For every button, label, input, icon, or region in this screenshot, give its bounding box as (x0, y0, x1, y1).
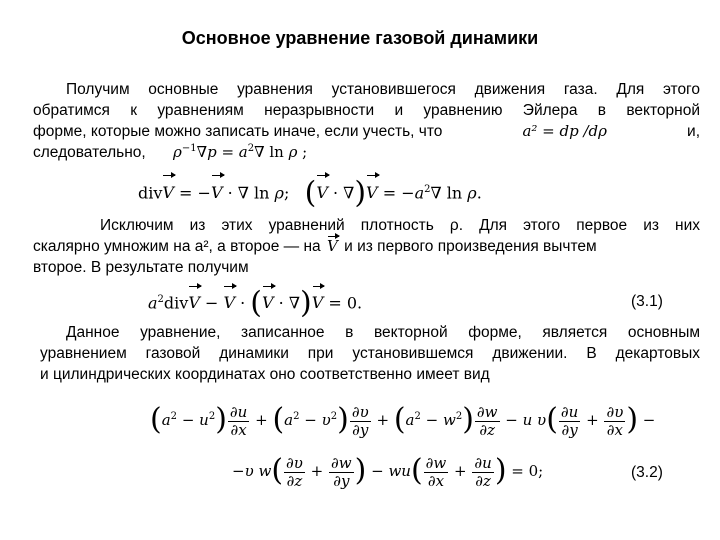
para1-line2: обратимся к уравнениям неразрывности и уравнению Эйлера в векторной (33, 102, 700, 119)
equation-3-2-label: (3.2) (631, 464, 663, 481)
equation-3-1-label: (3.1) (631, 293, 663, 310)
para2-line2: скалярно умножим на a², а второе — на V и из первого произведения вычтем (33, 237, 597, 255)
para1-line1: Получим основные уравнения установившегося движения газа. Для этого (66, 81, 700, 98)
para1-line4: следовательно, (33, 144, 146, 161)
para3-line3: и цилиндрических координатах оно соответственно имеет вид (40, 366, 490, 383)
page-title: Основное уравнение газовой динамики (181, 28, 539, 48)
para2-line2-start: скалярно умножим на a², а второе — на (33, 238, 321, 255)
pressure-gradient-formula: $\rho^{-1}\nabla p = a^2\nabla$ ln ρ ; (173, 143, 308, 161)
para1-line3 (33, 121, 700, 142)
para1-line3-text: форме, которые можно записать иначе, если учесть, что (33, 123, 443, 140)
para3-line2: уравнением газовой динамики при установившемся движении. В декартовых (40, 345, 700, 362)
sound-speed-formula: a² = dp /dρ (522, 122, 607, 140)
para3-line1: Данное уравнение, записанное в векторной форме, является основным (66, 324, 700, 341)
para2-line1: Исключим из этих уравнений плотность ρ. Для этого первое из них (100, 217, 700, 234)
equation-3-2-line2: −υ w( $\frac{\partial\upsilon}{\partial z}$ + $\frac{\partial w}{\partial y}$ ) − wu( $\frac{\partial w}{\partial x}$ + $\frac{\partial u}{\partial z}$ ) = 0; (232, 453, 544, 490)
para2-line2-end: и из первого произведения вычтем (344, 238, 597, 255)
equation-3-2-line1: $(a^2 - u^2)$ $\frac{\partial u}{\partial x}$ + $(a^2 - \upsilon^2)$ $\frac{\partial\upsilon}{\partial y}$ + $(a^2 - w^2)$ $\frac{\partial w}{\partial z}$ − u υ( $\frac{\partial u}{\partial y}$ + $\frac{\partial\upsilon}{\partial x}$ ) − (150, 402, 656, 439)
continuity-euler-equations: divV = −V · ∇ ln ρ; $(V \cdot \nabla)V = -a^2\nabla$ ln ρ. (138, 175, 482, 211)
para1-line3-end: и, (687, 123, 700, 140)
para2-line3: второе. В результате получим (33, 259, 249, 276)
equation-3-1: $a^2divV - V \cdot (V \cdot \nabla)V = 0$. (148, 285, 363, 321)
